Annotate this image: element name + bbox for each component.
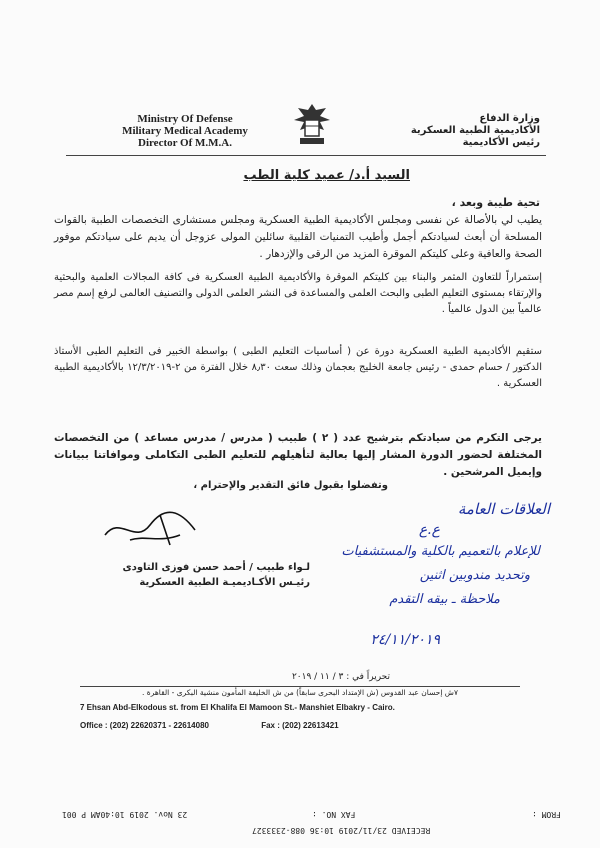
fax-number: Fax : (202) 22613421 [261, 721, 339, 730]
academy-line: Military Medical Academy [122, 125, 248, 137]
header-divider [66, 155, 546, 156]
letterhead-arabic [400, 113, 540, 149]
paragraph-4: يرجى التكرم من سيادتكم بترشيح عدد ( ٢ ) طبيب ( مدرس / مدرس مساعد ) من التخصصات المختلفة لحضور الدورة المشار إليها بعالية لتأهيلهم للتعليم الطبى التكاملى وموافاتنا ببيانات وإيميل المرشحين . [54, 432, 542, 478]
handwritten-line-1: العلاقات العامة [457, 500, 550, 518]
letterhead-english [100, 113, 270, 149]
footer-address-ar: ٧ش إحسان عبد القدوس (ش الإمتداد البحرى سابقاً) من ش الخليفة المأمون منشية البكرى - القاهرة . [80, 686, 520, 697]
fax-stamp-top-right: FROM : [532, 810, 561, 819]
handwritten-line-2: ع.ع [418, 522, 440, 538]
handwritten-line-5: ملاحظة ـ بيقه التقدم [389, 592, 500, 607]
ministry-line: Ministry Of Defense [137, 113, 233, 125]
handwritten-date: ٢٤/١١/٢٠١٩ [370, 632, 440, 648]
paragraph-3: ستقيم الأكاديمية الطبية العسكرية دورة عن ( أساسيات التعليم الطبى ) بواسطة الخبير فى التعليم الطبى الأستاذ الدكتور / حسام حمدى - رئيس جامعة الخليج بعجمان وذلك سعت ٨٫٣٠ خلال الفترة من ٢-١٢/٣/٢٠١٩ بالأكاديمية الطبية العسكرية . [54, 346, 542, 389]
handwritten-annotation [250, 500, 560, 660]
dated-line: تحريراً في : ٣ / ١١ / ٢٠١٩ [291, 672, 390, 682]
closing-line: وتفضلوا بقبول فائق التقدير والإحترام ، [193, 480, 388, 491]
director-line-ar: رئيس الأكاديمية [462, 137, 540, 148]
ministry-line-ar: وزارة الدفاع [479, 113, 540, 124]
fax-stamp [62, 808, 582, 838]
paragraph-2: إستمراراً للتعاون المثمر والبناء بين كليتكم الموقرة والأكاديمية الطبية العسكرية فى كافة المجالات العلمية والبحثية والإرتقاء بمستوى التعليم الطبى والبحث العلمى والمساعدة فى النشر العلمى الدولى والتصنيف العالمى لرفع إسم مصر عالمياً بين الدول عالمياً . [54, 272, 542, 315]
handwritten-line-4: وتحديد مندوبين اثنين [419, 568, 530, 583]
fax-stamp-bottom: RECEIVED 23/11/2019 10:36 088-2333327 [252, 826, 431, 835]
signatory-name: لـواء طبيب / أحمد حسن فوزى التاودى [122, 562, 310, 573]
signatory-title: رئيـس الأكـاديميـة الطبية العسكرية [139, 577, 310, 588]
director-line: Director Of M.M.A. [138, 137, 232, 149]
signature-scribble [100, 505, 210, 550]
footer-contacts [80, 721, 520, 730]
salutation: السيد أ.د/ عميد كلية الطب [243, 168, 410, 183]
fax-stamp-top-mid: FAX NO. : [312, 810, 356, 819]
office-phone: Office : (202) 22620371 - 22614080 [80, 721, 209, 730]
footer-address-en: 7 Ehsan Abd-Elkodous st. from El Khalifa El Mamoon St.- Manshiet Elbakry - Cairo. [80, 703, 395, 712]
greeting: تحية طيبة وبعد ، [451, 196, 540, 209]
academy-line-ar: الأكاديمية الطبية العسكرية [410, 125, 540, 136]
handwritten-line-3: للإعلام بالتعميم بالكلية والمستشفيات [341, 544, 540, 559]
fax-stamp-top-left: 23 Nov. 2019 10:40AM P 001 [62, 810, 188, 819]
eagle-emblem-icon [290, 100, 334, 148]
paragraph-1: يطيب لي بالأصالة عن نفسى ومجلس الأكاديمية الطبية العسكرية ومجلس مستشارى التخصصات الطبية بالقوات المسلحة أن أبعث لسيادتكم أجمل وأطيب التمنيات القلبية سائلين المولى عزوجل أن يديم على سيادتكم موفور الصحة والعافية وعلى كليتكم الموقرة المزيد من الرقى والإزدهار . [54, 214, 542, 260]
